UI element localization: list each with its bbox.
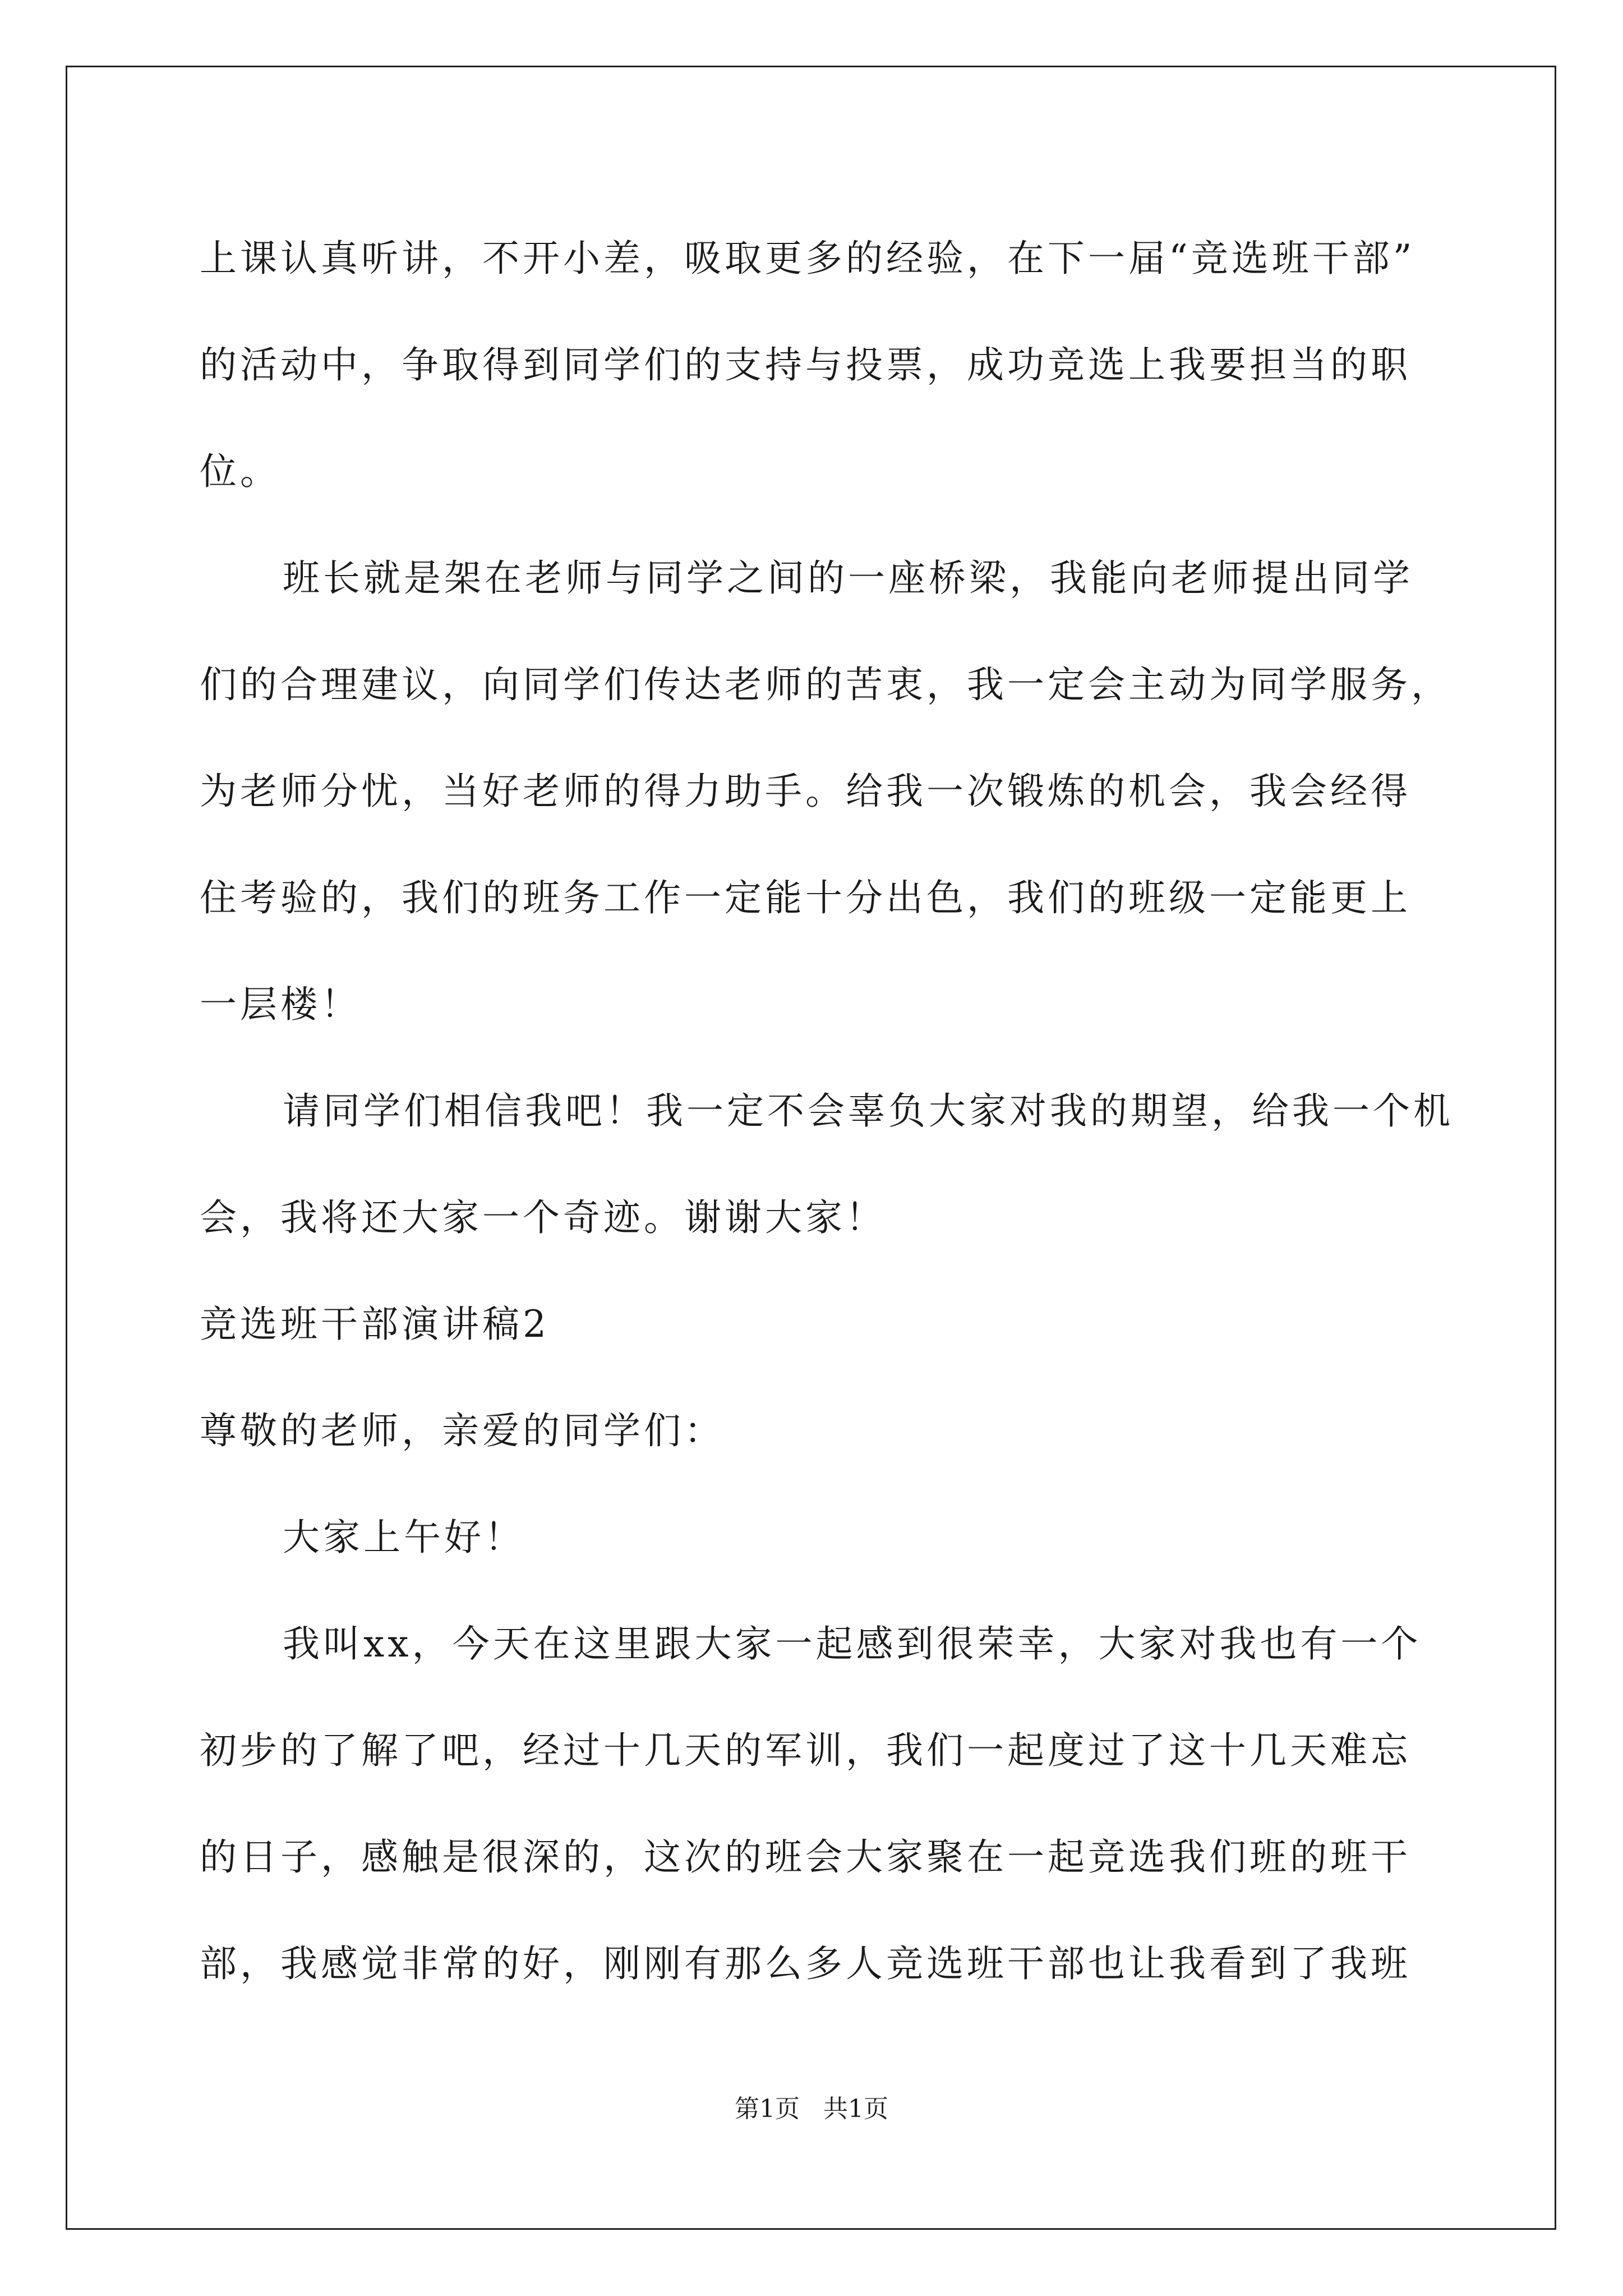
section-heading: 竞选班干部演讲稿2	[200, 1303, 550, 1346]
text-line: 的日子，感触是很深的，这次的班会大家聚在一起竞选我们班的班干	[200, 1835, 1411, 1879]
text-line: 为老师分忧，当好老师的得力助手。给我一次锻炼的机会，我会经得	[200, 770, 1411, 813]
text-line: 班长就是架在老师与同学之间的一座桥梁，我能向老师提出同学	[283, 556, 1413, 600]
document-body	[200, 222, 1454, 2034]
text-line: 住考验的，我们的班务工作一定能十分出色，我们的班级一定能更上	[200, 876, 1411, 919]
text-line: 会，我将还大家一个奇迹。谢谢大家！	[200, 1196, 886, 1239]
text-line: 位。	[200, 450, 280, 493]
text-line: 的活动中，争取得到同学们的支持与投票，成功竞选上我要担当的职	[200, 343, 1411, 386]
text-line: 一层楼！	[200, 983, 361, 1026]
text-line: 部，我感觉非常的好，刚刚有那么多人竞选班干部也让我看到了我班	[200, 1942, 1411, 1985]
text-line: 上课认真听讲，不开小差，吸取更多的经验，在下一届“竞选班干部”	[200, 237, 1415, 280]
text-line: 初步的了解了吧，经过十几天的军训，我们一起度过了这十几天难忘	[200, 1729, 1411, 1772]
text-line: 我叫xx，今天在这里跟大家一起感到很荣幸，大家对我也有一个	[283, 1622, 1422, 1665]
text-line: 们的合理建议，向同学们传达老师的苦衷，我一定会主动为同学服务，	[200, 663, 1451, 706]
page-number-footer: 第1页 共1页	[735, 2095, 888, 2123]
text-line: 请同学们相信我吧！我一定不会辜负大家对我的期望，给我一个机	[283, 1089, 1454, 1133]
salutation: 尊敬的老师，亲爱的同学们：	[200, 1409, 725, 1452]
greeting: 大家上午好！	[283, 1516, 525, 1559]
